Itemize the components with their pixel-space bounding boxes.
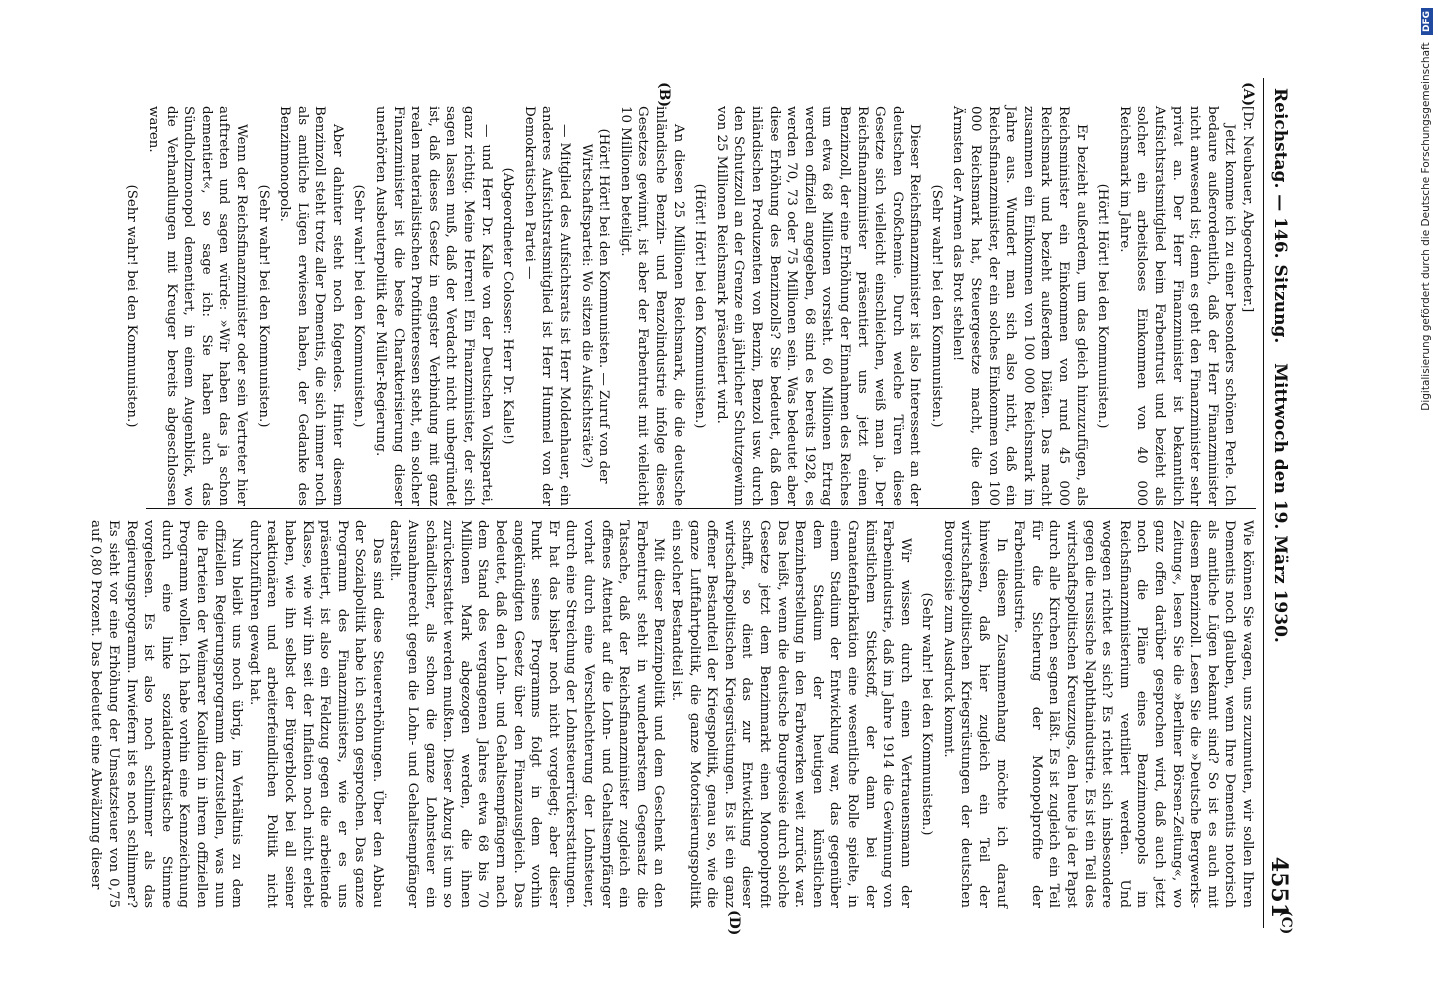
header-session: Reichstag. — 146. Sitzung. (1270, 88, 1290, 344)
interjection: (Sehr wahr! bei den Kommunisten.) (255, 184, 271, 428)
paragraph: Er bezieht außerdem, um das gleich hinzuzufügen, als Reichsminister ein Einkommen von rund 45 000 Reichsmark und bezieht außerdem Diäten. Das macht zusammen ein Einkommen von 100 000 Reichsmark im Jahre aus. Wundert man sich also nicht, daß ein Reichsfinanzminister, der ein solches Einkommen von 100 000 Reichsmark hat, Steuergesetze macht, die den Ärmsten der Armen das Brot stehlen! (950, 106, 1089, 506)
digitization-credit (1420, 8, 1438, 998)
paragraph: Nun bleibt uns noch übrig, im Verhältnis zu dem offiziellen Regierungsprogramm darzustellen, was nun die Parteien der Weimarer Koalition in ihrem offiziellen Programm wollen. Ich habe vorhin eine Kennzeichnung durch eine linke sozialdemokratische Stimme vorgelesen. Es ist also noch schlimmer als das Regierungsprogramm. Inwiefern ist es noch schlimmer? Es sieht vor eine Erhöhung der Umsatzsteuer von 0,75 auf 0,80 Prozent. Das bedeutet eine Abwälzung dieser (88, 520, 245, 908)
margin-marker-d: (D) (726, 910, 742, 936)
credit-text: Digitalisierung gefördert durch die Deutsche Forschungsgemeinschaft (1420, 42, 1432, 411)
paragraph: Aber dahinter steht noch folgendes. Hinter diesem Benzinzoll steht trotz aller Dementis, die sich immer noch als amtliche Lügen erwiesen haben, der Gedanke des Benzinmonopols. (277, 106, 345, 506)
paragraph: Wir wissen durch einen Vertrauensmann der Farbenindustrie, daß im Jahre 1914 die Gewinnung von künstlichem Stickstoff, der dann bei der Granatenfabrikation eine wesentliche Rolle spielte, in einem Stadium der Entwicklung war, das gegenüber dem Stadium der heutigen künstlichen Benzinherstellung in den Farbwerken weit zurück war. Das heißt, wenn die deutsche Bourgeoisie durch solche Gesetze jetzt dem Benzinmarkt einen Monopolprofit schafft, so dient das zur Entwicklung dieser wirtschaftspolitischen Kriegsrüstungen. Es ist ein ganz offener Bestandteil der Kriegspolitik, genau so, wie die ganze Luftfahrtpolitik, die ganze Motorisierungspolitik ein solcher Bestandteil ist. (669, 520, 913, 908)
margin-marker-a: (A) (1240, 82, 1256, 107)
interjection: (Sehr wahr! bei den Kommunisten.) (351, 184, 367, 428)
interjection: (Hört! Hört! bei den Kommunisten.) (1095, 183, 1111, 429)
column-divider (146, 508, 1256, 509)
paragraph: Jetzt komme ich zu einer besonders schönen Perle. Ich bedaure außerordentlich, daß der Herr Finanzminister nicht anwesend ist; denn es geht den Finanzminister sehr privat an. Der Herr Finanzminister ist bekanntlich Aufsichtsratsmitglied beim Farbentrust und bezieht als solcher ein arbeitsloses Einkommen von 40 000 Reichsmark im Jahre. (1116, 106, 1238, 506)
paragraph: [Dr. Neubauer, Abgeordneter.] (1240, 106, 1255, 313)
interjection: (Hört! Hört! bei den Kommunisten.) (692, 183, 708, 429)
paragraph: An diesen 25 Millionen Reichsmark, die die deutsche inländische Benzin- und Benzolindustrie infolge dieses Gesetzes gewinnt, ist aber der Farbentrust mit vielleicht 10 Millionen beteiligt. (617, 106, 686, 506)
interjection: (Hört! Hört! bei den Kommunisten. — Zuruf von der Wirtschaftspartei: Wo sitzen die Aufsichtsräte?) (578, 128, 612, 484)
paragraph: — und Herr Dr. Kalle von der Deutschen Volkspartei, ganz richtig. Meine Herren! Ein Finanzminister, der sich sagen lassen muß, daß der Verdacht nicht unbegründet ist, daß dieses Gesetz in engster Verbindung mit ganz realen materialistischen Profitinteressen steht, ein solcher Finanzminister ist die beste Charakterisierung dieser unerhörten Ausbeuterpolitik der Müller-Regierung. (373, 106, 494, 506)
paragraph: Wie können Sie wagen, uns zuzumuten, wir sollen Ihren Dementis noch glauben, wenn Ihre Dementis notorisch als amtliche Lügen bekannt sind? So ist es auch mit diesem Benzinzoll. Lesen Sie die »Deutsche Bergwerks-Zeitung«, lesen Sie die »Berliner Börsen-Zeitung«, wo ganz offen darüber gesprochen wird, daß auch jetzt noch die Pläne eines Benzinmonopols im Reichsfinanzministerium ventiliert werden. Und wogegen richtet es sich? Es richtet sich insbesondere gegen die russische Naphthaindustrie. Es ist ein Teil des wirtschaftspolitischen Kreuzzugs, den heute ja der Papst durch alle Kirchen segnen läßt. Es ist zugleich ein Teil für die Sicherung der Monopolprofite der Farbenindustrie. (1011, 520, 1255, 908)
paragraph: — Mitglied des Aufsichtsrats ist Herr Moldenhauer, ein anderes Aufsichtsratsmitglied ist Herr Hummel von der Demokratischen Partei — (521, 106, 573, 506)
interjection: (Abgeordneter Colosser: Herr Dr. Kalle!) (500, 167, 516, 445)
interjection: (Sehr wahr! bei den Kommunisten.) (919, 592, 935, 836)
paragraph: Wenn der Reichsfinanzminister oder sein Vertreter hier auftreten und sagen würde: »Wir haben das ja schon dementiert«, so sage ich: Sie haben auch das Sündholzmonopol dementiert, in einem Augenblick, wo die Verhandlungen mit Kreuger bereits abgeschlossen waren. (145, 106, 249, 506)
margin-marker-c: (C) (1278, 910, 1294, 935)
rotated-document-page (88, 78, 1300, 936)
right-text-column (88, 520, 1256, 908)
header-date: Mittwoch den 19. März 1930. (1270, 363, 1290, 643)
paragraph: Mit dieser Benzinpolitik und dem Geschenk an den Farbentrust steht in wunderbarstem Gegensatz die Tatsache, daß der Reichsfinanzminister zugleich ein offenes Attentat auf die Lohn- und Gehaltsempfänger vorhat durch eine Verschlechterung der Lohnsteuer, durch eine Streichung der Lohnsteuerrückerstattungen. Er hat das bisher noch nicht vorgelegt; aber dieser Punkt seines Programms folgt in dem vorhin angekündigten Gesetz über den Finanzausgleich. Das bedeutet, daß den Lohn- und Gehaltsempfängern nach dem Stand des vergangenen Jahres etwa 68 bis 70 Millionen Mark abgezogen werden, die ihnen zurückerstattet werden mußten. Dieser Abzug ist um so schändlicher, als schon die ganze Lohnsteuer ein Ausnahmerecht gegen die Lohn- und Gehaltsempfänger darstellt. (387, 520, 667, 908)
interjection: (Sehr wahr! bei den Kommunisten.) (124, 184, 140, 428)
page-header (1260, 78, 1300, 928)
interjection: (Sehr wahr! bei den Kommunisten.) (928, 184, 944, 428)
paragraph: In diesem Zusammenhang möchte ich darauf hinweisen, daß hier zugleich ein Teil der wirtschaftspolitischen Kriegsrüstungen der deutschen Bourgeoisie zum Ausdruck kommt. (940, 520, 1009, 908)
paragraph: Das sind diese Steuererhöhungen. Über den Abbau der Sozialpolitik habe ich schon gesprochen. Das ganze Programm des Finanzministers, wie er es uns präsentiert, ist also ein Feldzug gegen die arbeitende Klasse, wie wir ihn seit der Inflation noch nicht erlebt haben, wie ihn selbst der Bürgerblock bei all seiner reaktionären und arbeiterfeindlichen Politik nicht durchzuführen gewagt hat. (246, 520, 385, 908)
paragraph: Dieser Reichsfinanzminister ist also Interessent an der deutschen Großchemie. Durch welche Türen diese Gesetze sich vielleicht einschleichen, weiß man ja. Der Reichsfinanzminister präsentiert uns jetzt einen Benzinzoll, der eine Erhöhung der Einnahmen des Reiches um etwa 68 Millionen vorsieht. 60 Millionen Ertrag werden offiziell angegeben, 68 sind es bereits 1928, es werden 70, 73 oder 75 Millionen sein. Was bedeutet aber diese Erhöhung des Benzinzolls? Sie bedeutet, daß den inländischen Produzenten von Benzin, Benzol usw. durch den Schutzzoll an der Grenze ein jährlicher Schutzgewinn von 25 Millionen Reichsmark präsentiert wird. (713, 106, 923, 506)
header-rule (1263, 78, 1264, 928)
page-number: 4551 (1266, 856, 1292, 918)
margin-marker-b: (B) (656, 82, 672, 108)
left-text-column (124, 106, 1256, 506)
dfg-logo: DFG (1421, 8, 1433, 35)
